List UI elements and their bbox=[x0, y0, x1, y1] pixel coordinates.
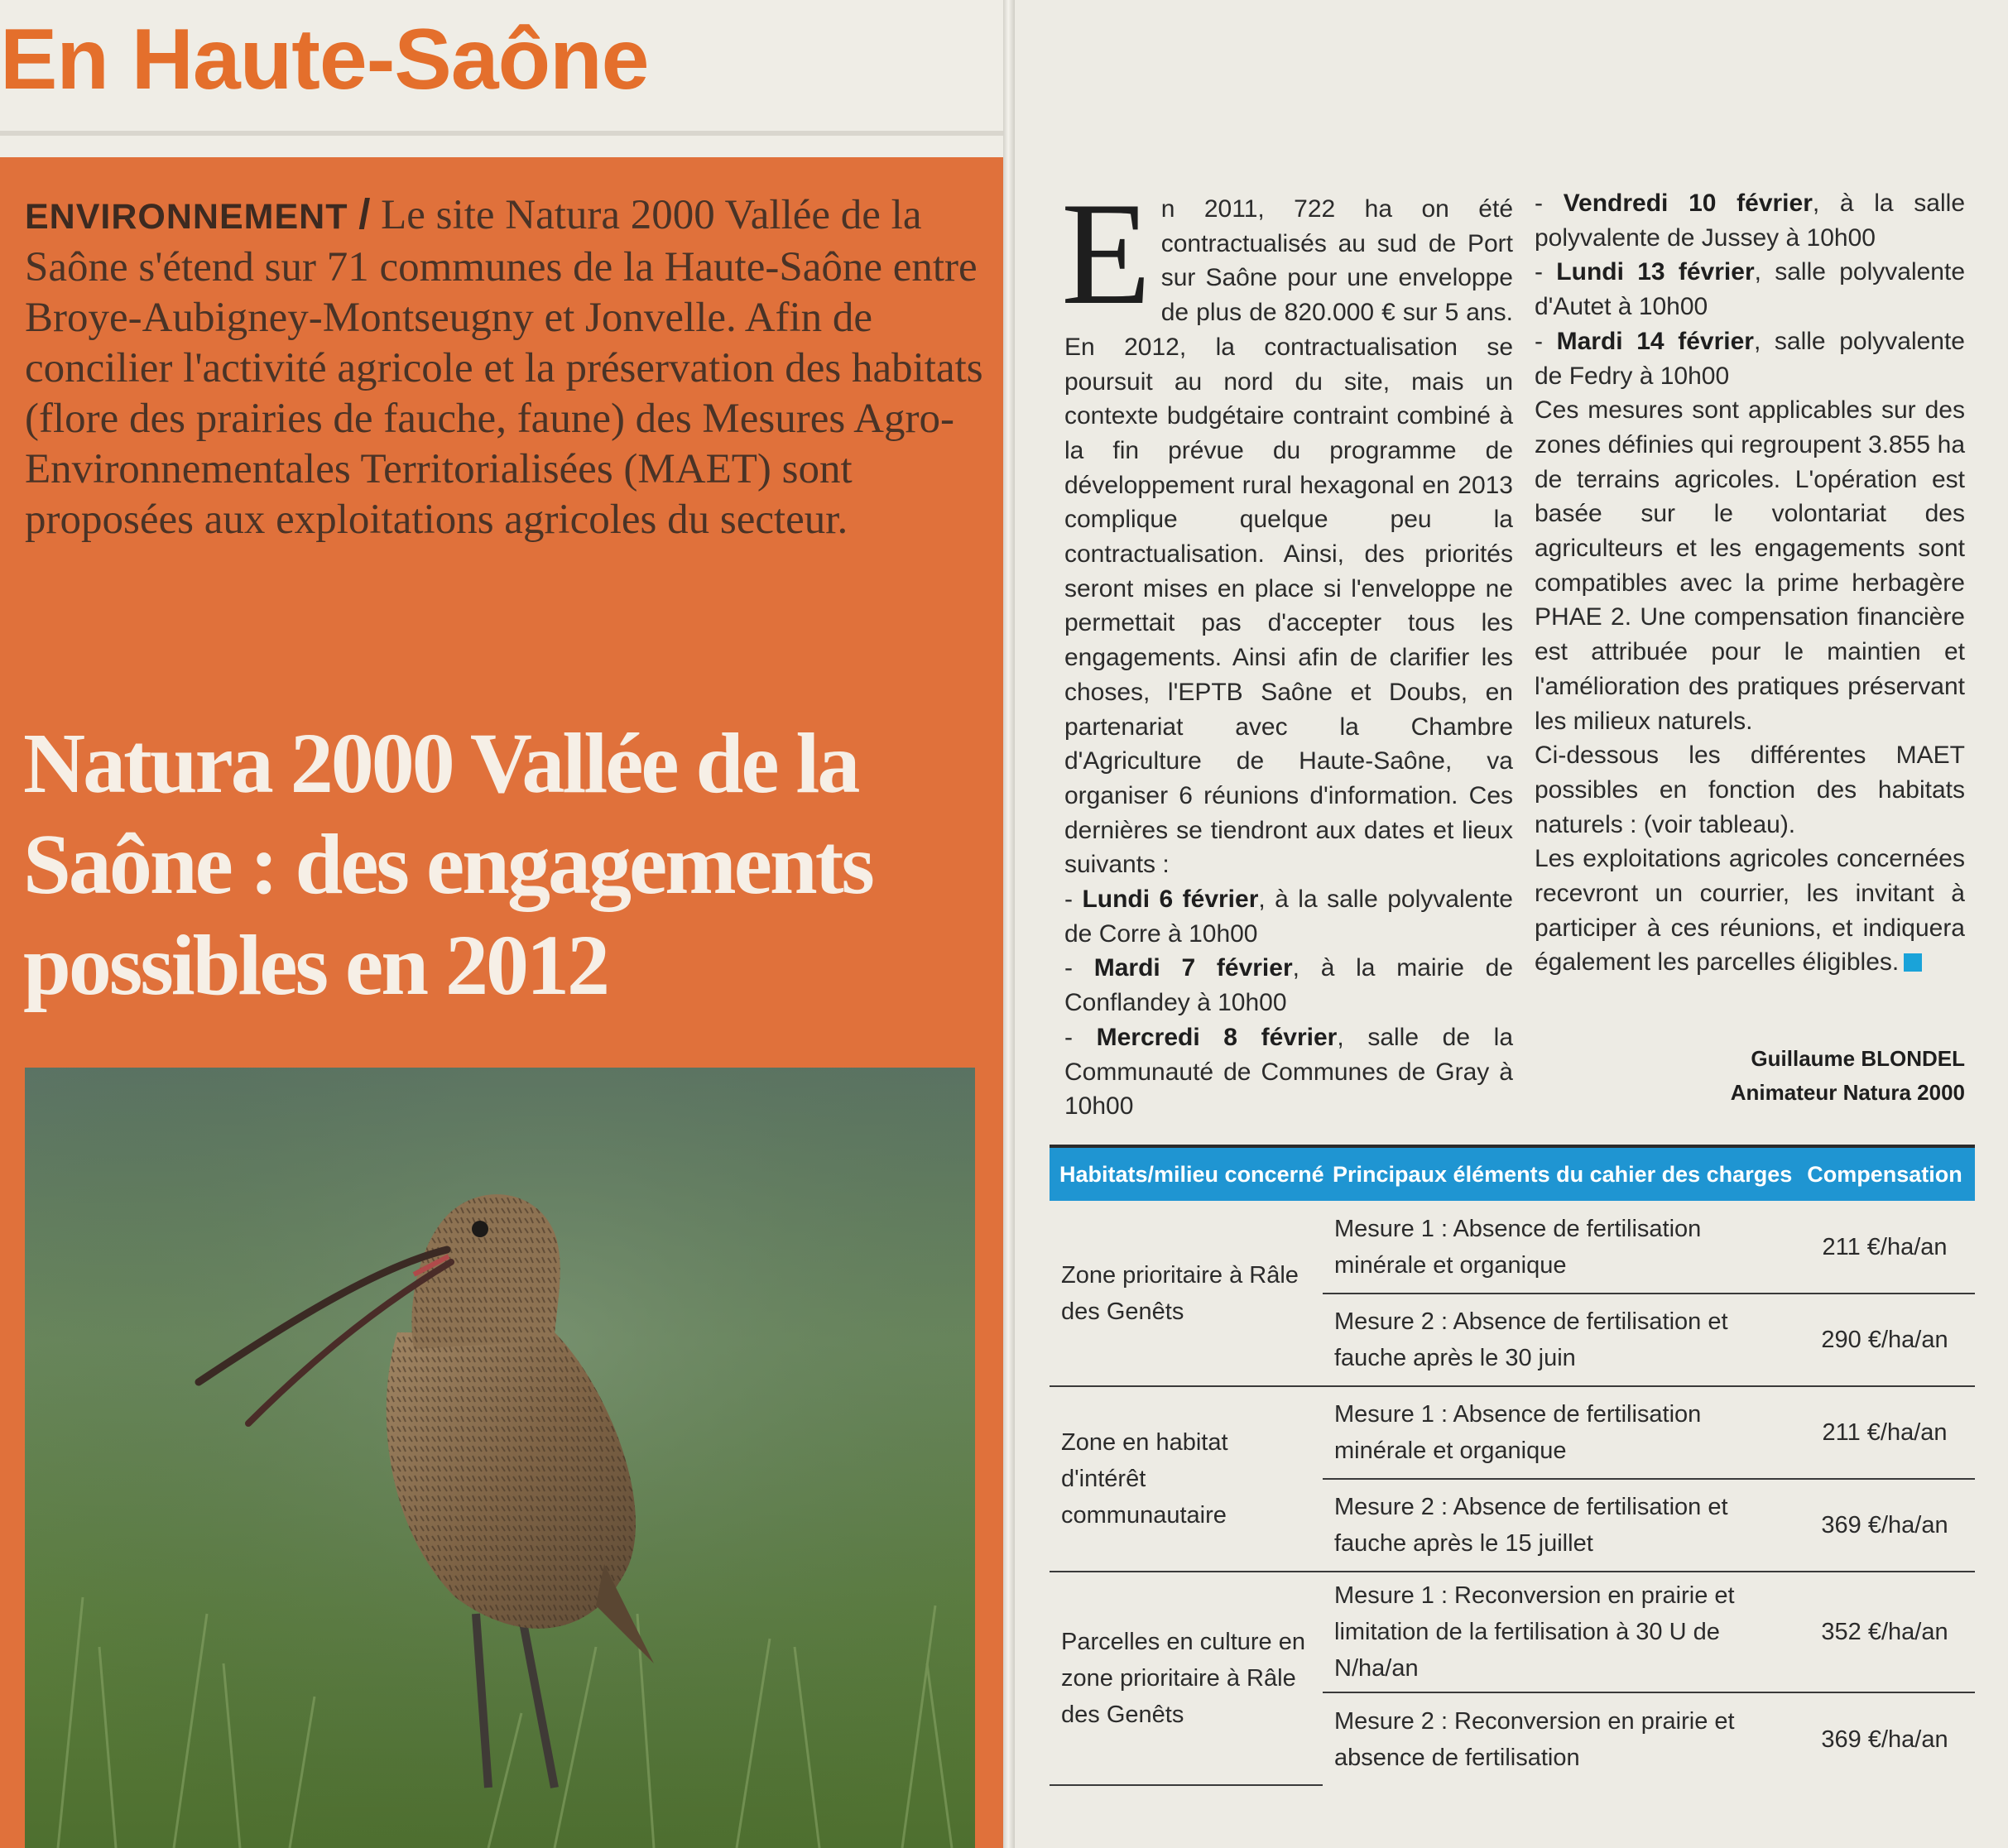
article-paragraph-4 bbox=[1535, 842, 1965, 980]
compensation-cell: 352 €/ha/an bbox=[1794, 1572, 1975, 1692]
article-column-1 bbox=[1061, 171, 1514, 1124]
meeting-place: , à la salle polyvalente de Jussey à 10h00 bbox=[1535, 190, 1966, 252]
meeting-item bbox=[1064, 1020, 1513, 1124]
meeting-place: , salle polyvalente d'Autet à 10h00 bbox=[1535, 258, 1966, 321]
curlew-bird-photo bbox=[25, 1068, 975, 1848]
section-title: En Haute-Saône bbox=[0, 12, 649, 108]
article-paragraph-2: Ces mesures sont applicables sur des zones définies qui regroupent 3.855 ha de terrains agricoles. L'opération est basée sur le volontariat des agriculteurs et les engagements sont compatibles avec la prime herbagère PHAE 2. Une compensation financière est attribuée pour le maintien et l'amélioration des pratiques préservant les milieux naturels. bbox=[1535, 396, 1965, 735]
author-role: Animateur Natura 2000 bbox=[1730, 1080, 1965, 1105]
meeting-item bbox=[1064, 951, 1513, 1020]
meeting-item bbox=[1535, 324, 1965, 393]
compensation-cell: 211 €/ha/an bbox=[1794, 1201, 1975, 1294]
meeting-place: , à la salle polyvalente de Corre à 10h00 bbox=[1064, 886, 1513, 948]
measure-cell: Mesure 1 : Reconversion en prairie et limitation de la fertilisation à 30 U de N/ha/an bbox=[1323, 1572, 1794, 1692]
meeting-date: Vendredi 10 février bbox=[1563, 190, 1813, 217]
dropcap: E bbox=[1061, 171, 1151, 335]
meeting-prefix: - bbox=[1535, 327, 1557, 355]
meeting-date: Mardi 7 février bbox=[1093, 954, 1293, 982]
meeting-prefix: - bbox=[1064, 886, 1083, 914]
meeting-date: Mardi 14 février bbox=[1556, 327, 1754, 355]
section-rule bbox=[0, 131, 1003, 136]
table-row bbox=[1050, 1386, 1975, 1479]
meeting-place: , à la mairie de Conflandey à 10h00 bbox=[1064, 954, 1514, 1017]
compensation-cell: 290 €/ha/an bbox=[1794, 1294, 1975, 1386]
measure-cell: Mesure 2 : Absence de fertilisation et fauche après le 30 juin bbox=[1323, 1294, 1794, 1386]
meeting-item bbox=[1064, 882, 1513, 951]
table-header-row bbox=[1050, 1148, 1975, 1201]
measure-cell: Mesure 2 : Reconversion en prairie et absence de fertilisation bbox=[1334, 1707, 1735, 1771]
meeting-item bbox=[1535, 186, 1965, 255]
chapo-separator: / bbox=[358, 190, 371, 238]
page-gutter bbox=[1003, 0, 1015, 1848]
meeting-item bbox=[1535, 255, 1965, 324]
meeting-place: , salle de la Communauté de Communes de Gray à 10h00 bbox=[1064, 1023, 1514, 1121]
table-row bbox=[1050, 1572, 1975, 1692]
meeting-date: Mercredi 8 février bbox=[1096, 1023, 1338, 1051]
article-paragraph-3: Ci-dessous les différentes MAET possibles en fonction des habitats naturels : (voir tableau). bbox=[1535, 742, 1965, 838]
table-row bbox=[1050, 1201, 1975, 1294]
compensation-cell: 211 €/ha/an bbox=[1794, 1386, 1975, 1479]
header-compensation: Compensation bbox=[1794, 1148, 1975, 1201]
article-intro-text: n 2011, 722 ha on été contractualisés au sud de Port sur Saône pour une enveloppe de plus de 820.000 € sur 5 ans. En 2012, la contractualisation se poursuit au nord du site, mais un contexte budgétaire contraint combiné à la fin prévue du programme de développement rural hexagonal en 2013 complique quelque peu la contractualisation. Ainsi, des priorités seront mises en place si l'enveloppe ne permettait pas d'accepter tous les engagements. Ainsi afin de clarifier les choses, l'EPTB Saône et Doubs, en partenariat avec la Chambre d'Agriculture de Haute-Saône, va organiser 6 réunions d'information. Ces dernières se tiendront aux dates et lieux suivants : bbox=[1064, 195, 1513, 879]
habitat-cell: Zone prioritaire à Râle des Genêts bbox=[1050, 1201, 1323, 1386]
compensation-cell: 369 €/ha/an bbox=[1821, 1726, 1948, 1753]
left-page bbox=[0, 0, 1003, 1848]
compensation-cell: 369 €/ha/an bbox=[1794, 1479, 1975, 1572]
habitat-cell: Parcelles en culture en zone prioritaire à Râle des Genêts bbox=[1050, 1572, 1323, 1785]
header-measures: Principaux éléments du cahier des charges bbox=[1323, 1148, 1794, 1201]
measure-cell: Mesure 2 : Absence de fertilisation et fauche après le 15 juillet bbox=[1323, 1479, 1794, 1572]
meeting-prefix: - bbox=[1064, 954, 1094, 982]
meeting-date: Lundi 13 février bbox=[1556, 258, 1755, 286]
article-column-2 bbox=[1535, 186, 1965, 980]
right-page bbox=[1015, 0, 2008, 1848]
chapo-text: Le site Natura 2000 Vallée de la Saône s'étend sur 71 communes de la Haute-Saône entre Broye-Aubigney-Montseugny et Jonvelle. Afin de concilier l'activité agricole et la préservation des habitats (flore des prairies de fauche, faune) des Mesures Agro-Environnementales Territorialisées (MAET) sont proposées aux exploitations agricoles du secteur. bbox=[25, 192, 983, 543]
meeting-date: Lundi 6 février bbox=[1082, 886, 1259, 914]
meeting-prefix: - bbox=[1064, 1023, 1097, 1051]
meeting-prefix: - bbox=[1535, 258, 1557, 286]
chapo-lead: ENVIRONNEMENT bbox=[25, 197, 348, 237]
measure-cell: Mesure 1 : Absence de fertilisation minérale et organique bbox=[1323, 1201, 1794, 1294]
article-paragraph-1 bbox=[1061, 171, 1513, 882]
maet-table-wrapper bbox=[1050, 1145, 1975, 1786]
meeting-place: , salle polyvalente de Fedry à 10h00 bbox=[1535, 327, 1965, 390]
article-closing-text: Les exploitations agricoles concernées recevront un courrier, les invitant à participer à ces réunions, et indiquera également les parcelles éligibles. bbox=[1535, 845, 1965, 977]
habitat-cell: Zone en habitat d'intérêt communautaire bbox=[1050, 1386, 1323, 1572]
end-mark-icon bbox=[1904, 953, 1922, 972]
author-name: Guillaume BLONDEL bbox=[1751, 1046, 1965, 1071]
headline: Natura 2000 Vallée de la Saône : des engagements possibles en 2012 bbox=[23, 716, 872, 1013]
meeting-prefix: - bbox=[1535, 190, 1564, 217]
chapo bbox=[25, 189, 985, 545]
header-habitat: Habitats/milieu concerné bbox=[1050, 1148, 1323, 1201]
measure-cell: Mesure 1 : Absence de fertilisation minérale et organique bbox=[1323, 1386, 1794, 1479]
maet-table bbox=[1050, 1148, 1975, 1786]
